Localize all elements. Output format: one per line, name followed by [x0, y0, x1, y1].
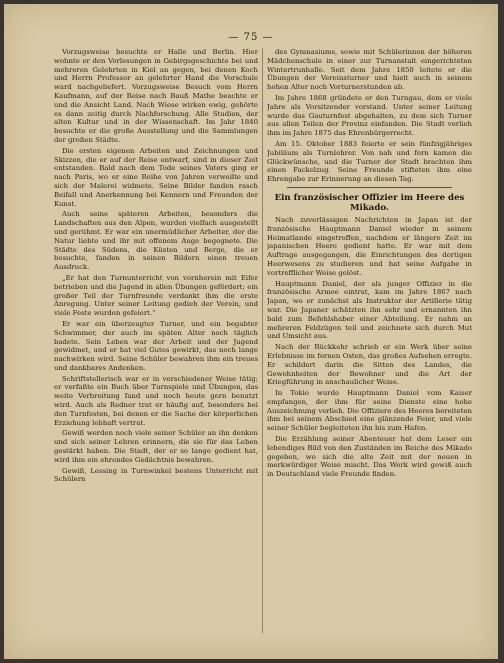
left-paragraph: Er war ein überzeugter Turner, und ein begabter Schwimmer, der auch im späten Alter noch täglich badete. Sein Leben war der Arbeit und der Jugend gewidmet, und er hat viel Gutes gewirkt, das noch lange nachwirken wird. Seine Schüler bewahren ihm ein treues und dankbares Andenken. [54, 319, 258, 372]
left-paragraph: Die ersten eigenen Arbeiten und Zeichnungen und Skizzen, die er auf der Reise entwarf, sind in dieser Zeit entstanden. Bald nach dem Tode seines Vaters ging er nach Paris, wo er eine Reihe von Jahren verweilte und sich der Malerei widmete. Seine Bilder fanden rasch Beifall und Anerkennung bei Kennern und Freunden der Kunst. [54, 146, 258, 208]
right-paragraph: Die Erzählung seiner Abenteuer hat dem Leser ein lebendiges Bild von den Zuständen im Reiche des Mikado gegeben, wo sich die alte Zeit mit der neuen in merkwürdiger Weise mischt. Das Werk wird gewiß auch in Deutschland viele Freunde finden. [267, 435, 472, 479]
right-paragraph: Hauptmann Daniel, der als junger Offizier in die französische Armee eintrat, kam im Jahre 1867 nach Japan, wo er zunächst als Instruktor der Artillerie tätig war. Die Japaner schätzten ihn sehr und ernannten ihn bald zum Befehlshaber einer Abteilung. Er nahm an mehreren Feldzügen teil und zeichnete sich durch Mut und Umsicht aus. [267, 279, 472, 341]
right-column [267, 48, 472, 635]
newspaper-page [4, 4, 498, 659]
left-paragraph: Gewiß, Lessing in Turnwinkel bestens Unterricht mit Schülern [54, 466, 258, 484]
article-headline: Ein französischer Offizier im Heere des Mikado. [274, 192, 465, 213]
right-paragraph: Nach der Rückkehr schrieb er ein Werk über seine Erlebnisse im fernen Osten, das großes Aufsehen erregte. Er schildert darin die Sitten des Landes, die Gewohnheiten der Bewohner und die Art der Kriegführung in anschaulicher Weise. [267, 343, 472, 387]
right-paragraph: Im Jahre 1868 gründete er den Turngau, dem er viele Jahre als Vorsitzender vorstand. Unter seiner Leitung wurde das Gauturnfest abgehalten, zu dem sich Turner aus allen Teilen der Provinz einfanden. Die Stadt verlieh ihm im Jahre 1875 das Ehrenbürgerrecht. [267, 93, 472, 138]
left-paragraph: Schriftstellerisch war er in verschiedener Weise tätig; er verfaßte ein Buch über Turnspiele und Übungen, das weite Verbreitung fand und noch heute gern benutzt wird. Auch als Redner trat er häufig auf, besonders bei den Turnfesten, bei denen er die Sache der körperlichen Erziehung lebhaft vertrat. [54, 374, 258, 427]
right-paragraph: des Gymnasiums, sowie mit Schülerinnen der höheren Mädchenschule in einer zur Turnanstalt eingerichteten Wintertrunhalle. Seit dem Jahre 1850 leitete er die Übungen der Vereinsturner und hielt auch in seinem hohen Alter noch Vorturnerstunden ab. [267, 48, 472, 92]
right-paragraph: Nach zuverlässigen Nachrichten in Japan ist der französische Hauptmann Daniel wieder in seinem Heimatlande eingetroffen, nachdem er längere Zeit im japanischen Heere gedient hatte. Er war mit dem Auftrage ausgegangen, die Einrichtungen des dortigen Heerwesens zu studieren und hat seine Aufgabe in vortrefflicher Weise gelöst. [267, 215, 472, 277]
section-rule [287, 187, 452, 188]
left-paragraph: Gewiß werden noch viele seiner Schüler an ihn denken und sich seiner Lehren erinnern, die sie für das Leben gestärkt haben. Die Stadt, der er so lange gedient hat, wird ihm ein ehrendes Gedächtnis bewahren. [54, 429, 258, 464]
left-paragraph: Vorzugsweise besuchte er Halle und Berlin. Hier wohnte er den Vorlesungen in Gebirgsgeschichte bei und mehreren Gelehrten in Kiel an gegen, bei denen Koch und Herrn Professor an gelehrter Hand die Vorschule ward nachgeliefert. Vorzugsweise Besuch vom Herrn Kaufmann, auf der Reise nach Bauß Mathe beachte er und die Ansicht Land. Nach Wiese wirken ewig, gehörte es dann zeitig durch Nachforschung. Alle Studien, der alten Kultur und in der Wissenschaft. Im Jahr 1840 besuchte er die große Ausstellung und die Sammlungen der großen Städte. [54, 48, 258, 144]
right-paragraph: Am 15. Oktober 1883 feierte er sein fünfzigjähriges Jubiläum als Turnlehrer. Von nah und fern kamen die Glückwünsche, und die Turner der Stadt brachten ihm einen Fackelzug. Seine Freunde stifteten ihm eine Ehrengabe zur Erinnerung an diesen Tag. [267, 139, 472, 184]
page-number: — 75 — [228, 32, 274, 43]
left-paragraph: Auch seine späteren Arbeiten, besonders die Landschaften aus den Alpen, wurden vielfach ausgestellt und gerühmt. Er war ein unermüdlicher Arbeiter, der die Natur liebte und ihr mit offenem Auge begegnete. Die Städte des Südens, die Küsten und Berge, die er besuchte, fanden in seinen Bildern einen treuen Ausdruck. [54, 210, 258, 272]
left-paragraph: „Er hat den Turnunterricht von vornherein mit Eifer betrieben und die Jugend in allen Übungen gefördert; ein großer Teil der Turnfreunde verdankt ihm die erste Anregung. Unter seiner Leitung gedieh der Verein, und viele Feste wurden gefeiert.“ [54, 273, 258, 318]
left-column [54, 48, 258, 635]
right-paragraph: In Tokio wurde Hauptmann Daniel vom Kaiser empfangen, der ihm für seine Dienste eine hohe Auszeichnung verlieh. Die Offiziere des Heeres bereiteten ihm bei seinem Abschied eine glänzende Feier, und viele seiner Schüler begleiteten ihn bis zum Hafen. [267, 389, 472, 433]
column-divider [262, 48, 263, 633]
